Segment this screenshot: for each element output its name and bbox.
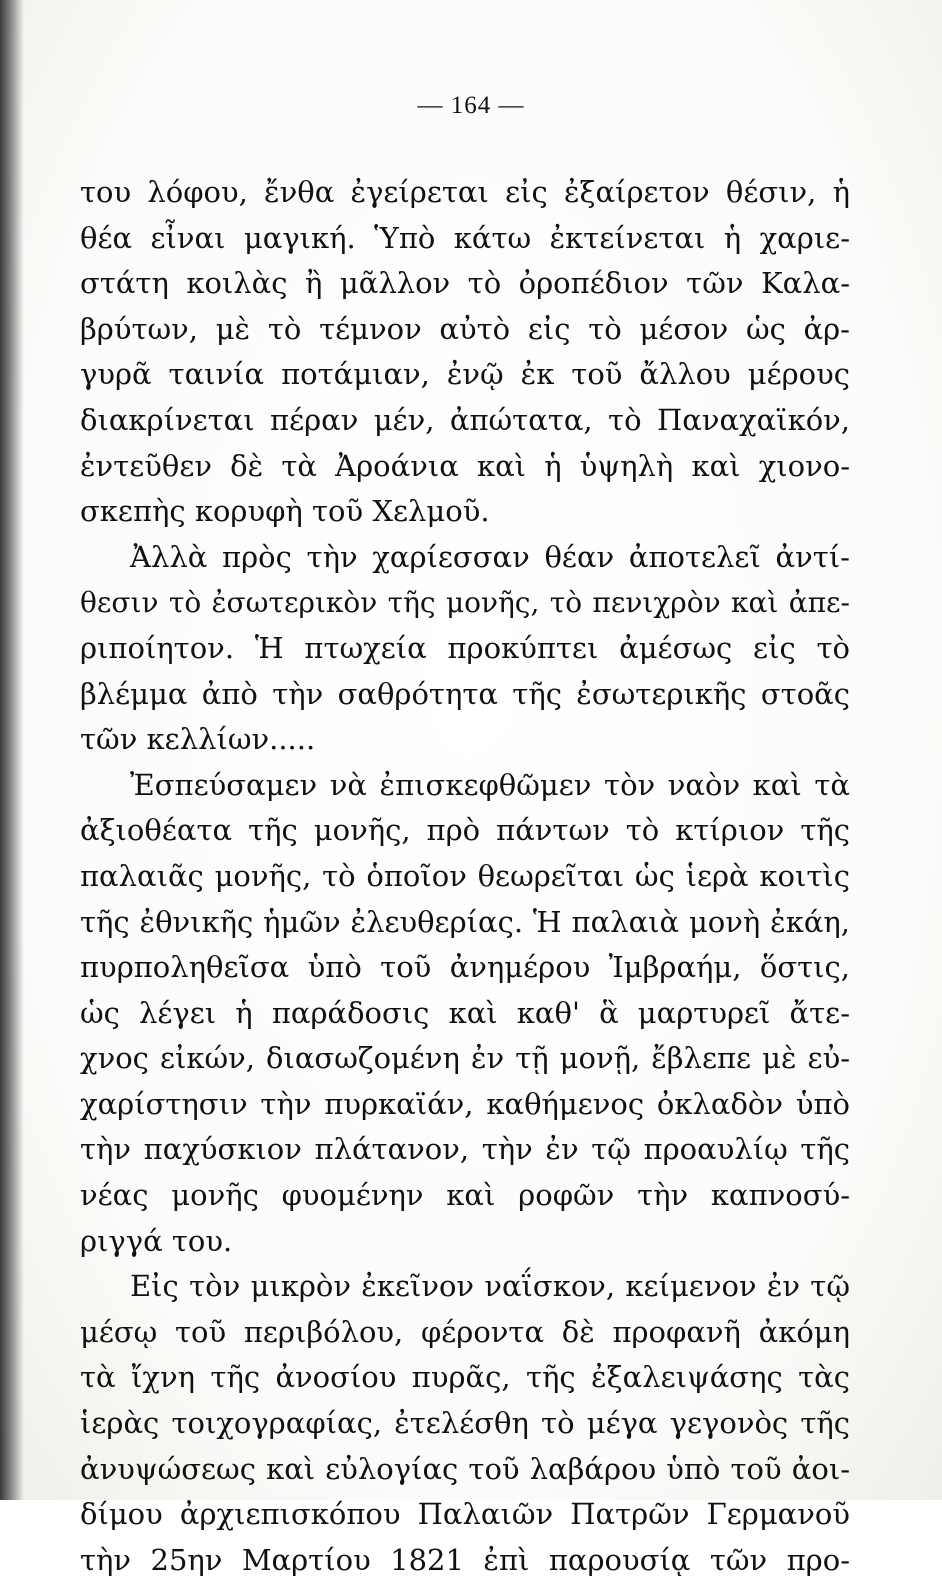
text-line-content: θέα εἶναι μαγική. Ὑπὸ κάτω ἐκτείνεται ἡ χαριε- <box>80 220 850 255</box>
text-line-content: σκεπὴς κορυφὴ τοῦ Χελμοῦ. <box>80 494 490 529</box>
text-line-content: δίμου ἀρχιεπισκόπου Παλαιῶν Πατρῶν Γερμανοῦ <box>80 1497 850 1532</box>
text-line-content: θεσιν τὸ ἐσωτερικὸν τῆς μονῆς, τὸ πενιχρὸν καὶ ἀπε- <box>80 586 850 620</box>
text-line-content: ἀνυψώσεως καὶ εὐλογίας τοῦ λαβάρου ὑπὸ τοῦ ἀοι- <box>80 1451 850 1486</box>
text-line-content: τῶν κελλίων..... <box>80 722 316 757</box>
text-line <box>80 489 850 535</box>
text-line <box>80 1127 850 1173</box>
text-line-content: χνος εἰκών, διασωζομένη ἐν τῇ μονῇ, ἔβλεπε μὲ εὐ- <box>80 1041 850 1076</box>
text-line <box>80 1492 850 1538</box>
text-line <box>80 672 850 718</box>
text-line-content: Ἀλλὰ πρὸς τὴν χαρίεσσαν θέαν ἀποτελεῖ ἀντί- <box>130 539 850 574</box>
text-line-content: τὴν παχύσκιον πλάτανον, τὴν ἐν τῷ προαυλίῳ τῆς <box>80 1132 850 1167</box>
text-line <box>80 398 850 444</box>
text-line-content: Ἐσπεύσαμεν νὰ ἐπισκεφθῶμεν τὸν ναὸν καὶ τὰ <box>130 767 850 802</box>
body-text <box>80 170 850 1583</box>
text-line-content: χαρίστησιν τὴν πυρκαϊάν, καθήμενος ὀκλαδὸν ὑπὸ <box>80 1086 850 1121</box>
text-line <box>80 1310 850 1356</box>
text-line-content: του λόφου, ἔνθα ἐγείρεται εἰς ἐξαίρετον θέσιν, ἡ <box>80 175 850 209</box>
text-line-content: ὡς λέγει ἡ παράδοσις καὶ καθ' ἃ μαρτυρεῖ ἄτε- <box>80 995 850 1030</box>
text-line <box>80 1173 850 1219</box>
text-line-content: ριποίητον. Ἡ πτωχεία προκύπτει ἀμέσως εἰς τὸ <box>80 630 850 665</box>
text-line <box>80 1447 850 1493</box>
text-line <box>80 626 850 672</box>
text-line-content: πυρποληθεῖσα ὑπὸ τοῦ ἀνημέρου Ἰμβραήμ, ὅστις, <box>80 950 850 985</box>
text-line <box>80 1401 850 1447</box>
text-line <box>80 1036 850 1082</box>
text-line-content: στάτη κοιλὰς ἢ μᾶλλον τὸ ὀροπέδιον τῶν Καλα- <box>80 266 850 301</box>
text-line-content: νέας μονῆς φυομένην καὶ ροφῶν τὴν καπνοσύ- <box>80 1178 850 1213</box>
text-line <box>80 808 850 854</box>
text-line-content: μέσῳ τοῦ περιβόλου, φέροντα δὲ προφανῆ ἀκόμη <box>80 1314 850 1349</box>
text-line <box>80 170 850 216</box>
text-line <box>80 1355 850 1401</box>
text-line <box>80 216 850 262</box>
text-line-content: ἐντεῦθεν δὲ τὰ Ἀροάνια καὶ ἡ ὑψηλὴ καὶ χιονο- <box>80 448 850 483</box>
text-line-content: τὰ ἴχνη τῆς ἀνοσίου πυρᾶς, τῆς ἐξαλειψάσης τὰς <box>80 1360 850 1395</box>
text-line-content: βρύτων, μὲ τὸ τέμνον αὐτὸ εἰς τὸ μέσον ὡς ἀρ- <box>80 311 850 346</box>
text-line <box>80 535 850 581</box>
text-line-content: διακρίνεται πέραν μέν, ἀπώτατα, τὸ Παναχαϊκόν, <box>80 402 850 437</box>
text-line <box>80 945 850 991</box>
text-line-content: ριγγά του. <box>80 1223 233 1258</box>
text-line-content: τῆς ἐθνικῆς ἡμῶν ἐλευθερίας. Ἡ παλαιὰ μονὴ ἐκάη, <box>80 904 850 939</box>
text-line-content: γυρᾶ ταινία ποτάμιαν, ἐνῷ ἐκ τοῦ ἄλλου μέρους <box>80 357 850 392</box>
text-line-content: παλαιᾶς μονῆς, τὸ ὁποῖον θεωρεῖται ὡς ἱερὰ κοιτὶς <box>80 858 850 893</box>
text-line <box>80 900 850 946</box>
text-line <box>80 261 850 307</box>
text-line-content: βλέμμα ἀπὸ τὴν σαθρότητα τῆς ἐσωτερικῆς στοᾶς <box>80 676 850 711</box>
text-line <box>80 352 850 398</box>
text-line <box>80 763 850 809</box>
text-line <box>80 854 850 900</box>
text-line <box>80 1082 850 1128</box>
text-line <box>80 1264 850 1310</box>
page-number: — 164 — <box>417 92 525 119</box>
text-line <box>80 717 850 763</box>
text-line-content: τὴν 25ην Μαρτίου 1821 ἐπὶ παρουσίᾳ τῶν προ- <box>80 1542 850 1577</box>
text-line-content: ἱερὰς τοιχογραφίας, ἐτελέσθη τὸ μέγα γεγονὸς τῆς <box>80 1406 850 1441</box>
text-line <box>80 444 850 490</box>
text-line-content: ἀξιοθέατα τῆς μονῆς, πρὸ πάντων τὸ κτίριον τῆς <box>80 813 850 848</box>
text-line <box>80 580 850 626</box>
text-line <box>80 1219 850 1265</box>
text-line <box>80 307 850 353</box>
text-line-content: Εἰς τὸν μικρὸν ἐκεῖνον ναΐσκον, κείμενον ἐν τῷ <box>130 1269 850 1304</box>
text-line <box>80 991 850 1037</box>
text-line <box>80 1538 850 1583</box>
